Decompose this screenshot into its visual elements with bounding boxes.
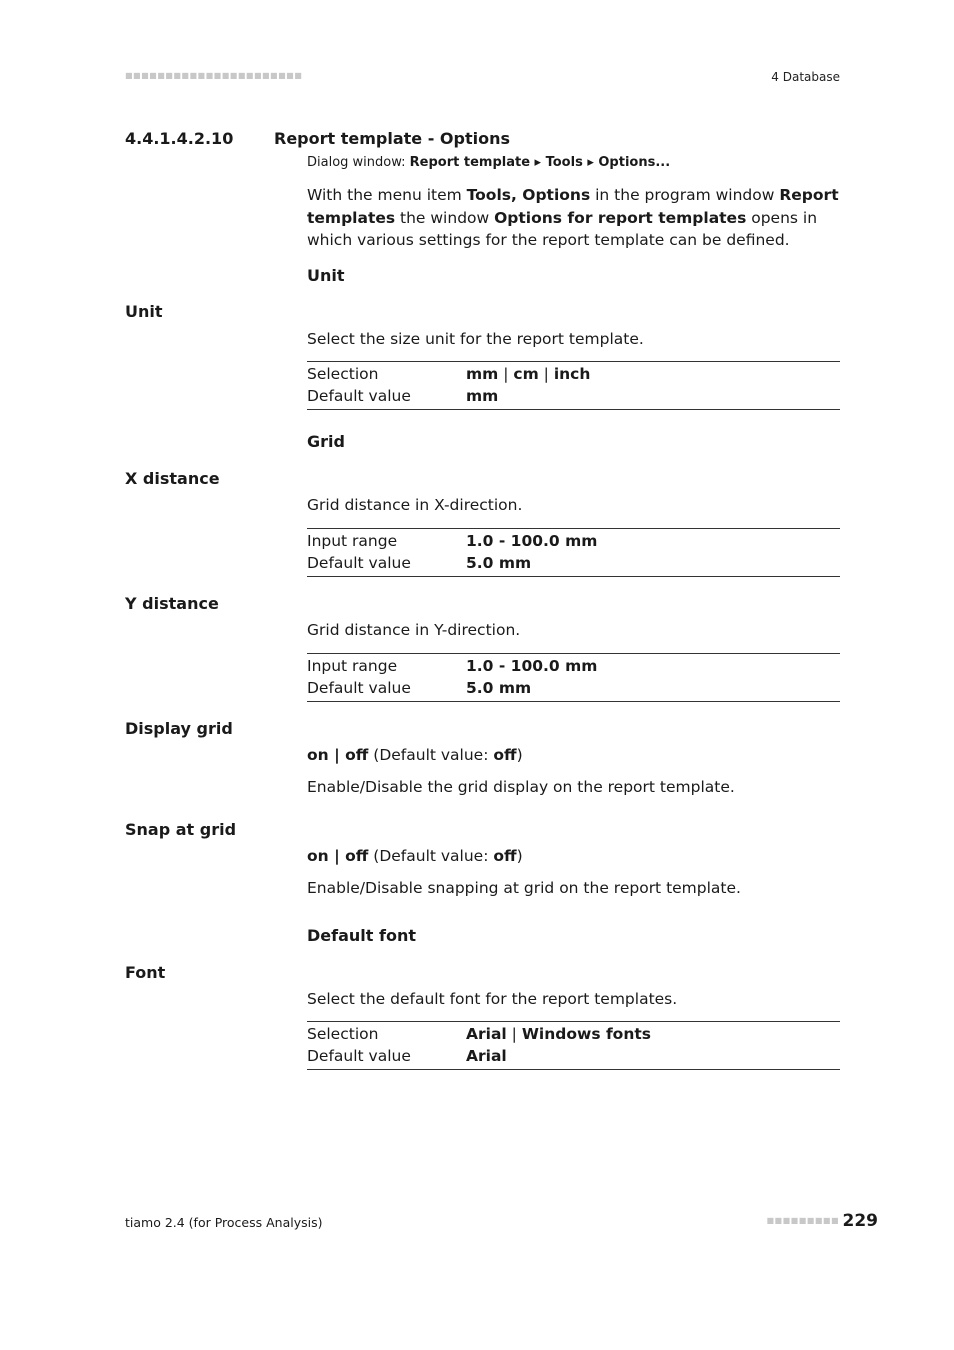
table-row	[307, 385, 840, 407]
intro-text: opens in which various settings for the report template can be defined.	[307, 208, 818, 249]
selection-values: mm | cm | inch	[466, 365, 591, 383]
default-value: 5.0 mm	[466, 679, 532, 697]
intro-program-window: Report templates	[307, 186, 839, 227]
default-value: 5.0 mm	[466, 554, 532, 572]
default-value: off	[493, 746, 517, 764]
page-number: 229	[842, 1211, 878, 1231]
section-title: Report template - Options	[274, 129, 511, 148]
unit-description: Select the size unit for the report template.	[307, 330, 644, 348]
options-text: on | off	[307, 746, 369, 764]
chapter-title: 4 Database	[771, 70, 840, 84]
option-windows-fonts: Windows fonts	[521, 1025, 652, 1043]
font-table	[307, 1021, 840, 1070]
display-grid-description: Enable/Disable the grid display on the report template.	[307, 778, 735, 796]
snap-at-grid-options	[307, 847, 523, 865]
default-value: mm	[466, 387, 499, 405]
display-grid-options	[307, 746, 523, 764]
selection-label: Selection	[307, 365, 379, 383]
grid-heading: Grid	[307, 432, 345, 451]
default-value: off	[493, 847, 517, 865]
input-range-label: Input range	[307, 532, 398, 550]
breadcrumb-path: Report template ▸ Tools ▸ Options...	[409, 155, 671, 170]
display-grid-param-label: Display grid	[125, 719, 233, 738]
option-cm: cm	[513, 365, 539, 383]
section-number: 4.4.1.4.2.10	[125, 129, 234, 148]
table-row	[307, 1023, 840, 1045]
intro-window-name: Options for report templates	[494, 208, 747, 227]
default-suffix: )	[516, 847, 523, 865]
selection-label: Selection	[307, 1025, 379, 1043]
default-value: Arial	[466, 1047, 507, 1065]
table-row	[307, 677, 840, 699]
y-distance-description: Grid distance in Y-direction.	[307, 621, 521, 639]
option-mm: mm	[466, 365, 499, 383]
intro-text: the window	[395, 208, 495, 227]
unit-heading: Unit	[307, 266, 345, 285]
x-distance-table	[307, 528, 840, 577]
table-row	[307, 363, 840, 385]
default-font-heading: Default font	[307, 926, 416, 945]
default-label: Default value	[307, 679, 411, 697]
footer-decoration: ■■■■■■■■■	[766, 1216, 839, 1225]
option-arial: Arial	[466, 1025, 507, 1043]
intro-text: in the program window	[590, 186, 780, 204]
default-prefix: (Default value:	[368, 746, 494, 764]
intro-text: With the menu item	[307, 186, 467, 204]
intro-menu-item: Tools, Options	[466, 186, 591, 204]
option-inch: inch	[553, 365, 591, 383]
input-range-value: 1.0 - 100.0 mm	[466, 657, 598, 675]
font-param-label: Font	[125, 963, 166, 982]
x-distance-param-label: X distance	[125, 469, 220, 488]
header-decoration: ■■■■■■■■■■■■■■■■■■■■■■	[125, 71, 303, 80]
input-range-value: 1.0 - 100.0 mm	[466, 532, 598, 550]
table-row	[307, 530, 840, 552]
table-row	[307, 655, 840, 677]
footer-product: tiamo 2.4 (for Process Analysis)	[125, 1215, 323, 1230]
default-prefix: (Default value:	[368, 847, 494, 865]
unit-param-label: Unit	[125, 302, 163, 321]
font-description: Select the default font for the report templates.	[307, 990, 678, 1008]
breadcrumb	[307, 155, 670, 170]
default-label: Default value	[307, 554, 411, 572]
options-text: on | off	[307, 847, 369, 865]
default-label: Default value	[307, 1047, 411, 1065]
x-distance-description: Grid distance in X-direction.	[307, 496, 523, 514]
intro-paragraph	[307, 184, 841, 252]
y-distance-param-label: Y distance	[125, 594, 219, 613]
snap-at-grid-param-label: Snap at grid	[125, 820, 237, 839]
input-range-label: Input range	[307, 657, 398, 675]
selection-values: Arial | Windows fonts	[466, 1025, 652, 1043]
snap-at-grid-description: Enable/Disable snapping at grid on the report template.	[307, 879, 741, 897]
unit-table	[307, 361, 840, 410]
breadcrumb-prefix: Dialog window:	[307, 155, 410, 170]
table-row	[307, 552, 840, 574]
y-distance-table	[307, 653, 840, 702]
default-label: Default value	[307, 387, 411, 405]
table-row	[307, 1045, 840, 1067]
default-suffix: )	[516, 746, 523, 764]
